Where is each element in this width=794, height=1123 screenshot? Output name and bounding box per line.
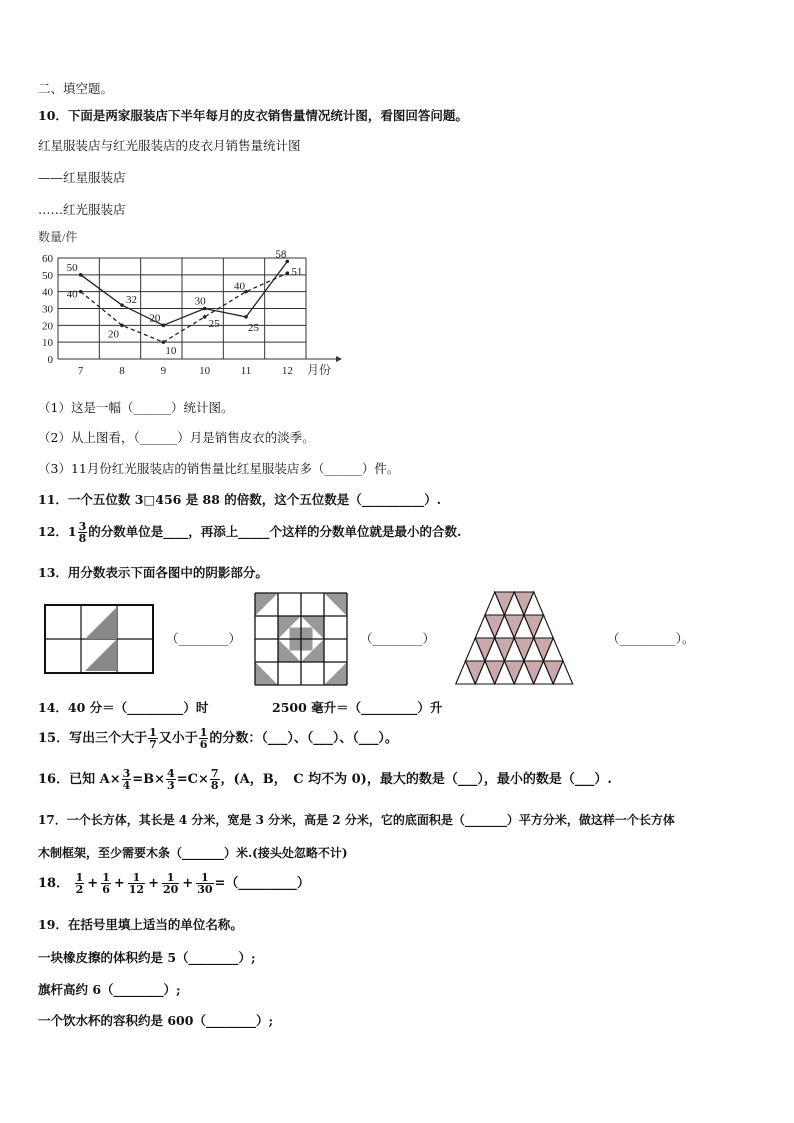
q18-frac-num: 1 bbox=[196, 872, 213, 884]
q15-frac1 bbox=[148, 727, 158, 750]
data-label: 25 bbox=[208, 317, 220, 330]
q16-m2: =C× bbox=[176, 772, 209, 787]
q12-frac-num: 3 bbox=[78, 520, 87, 533]
q18-fraction bbox=[101, 872, 111, 895]
data-point bbox=[120, 324, 124, 328]
chart-ticks bbox=[42, 253, 293, 377]
q18-plus: + bbox=[182, 876, 194, 891]
q18-expression bbox=[74, 871, 215, 896]
data-label: 20 bbox=[108, 328, 119, 341]
q15-f1n: 1 bbox=[149, 726, 157, 739]
data-point bbox=[120, 303, 124, 307]
data-label: 25 bbox=[248, 321, 259, 334]
q10-sub2: （2）从上图看，（______）月是销售皮衣的淡季。 bbox=[38, 430, 315, 445]
y-tick-label: 0 bbox=[47, 354, 53, 366]
y-tick-label: 10 bbox=[42, 337, 53, 350]
y-tick-label: 20 bbox=[42, 320, 53, 333]
q15-mid: 又小于 bbox=[158, 731, 198, 746]
q16-frac1 bbox=[122, 768, 132, 791]
q13-figure-rectangle bbox=[44, 604, 156, 676]
q13-figure-trapezoid bbox=[446, 590, 602, 686]
q16-f2n: 4 bbox=[167, 767, 175, 780]
chart-ylabel: 数量/件 bbox=[38, 230, 78, 244]
data-label: 40 bbox=[66, 288, 78, 301]
q16-f1d: 4 bbox=[122, 779, 131, 792]
q18-fraction bbox=[128, 872, 145, 895]
data-point bbox=[162, 324, 166, 328]
q15-f2n: 1 bbox=[199, 726, 208, 739]
q18-num: 18． bbox=[38, 876, 70, 891]
y-tick-label: 40 bbox=[42, 286, 53, 299]
q18-frac-num: 1 bbox=[75, 871, 84, 884]
legend-solid: ——红星服装店 bbox=[38, 170, 126, 185]
q18-eq: =（_________） bbox=[214, 876, 310, 891]
data-point bbox=[79, 273, 83, 277]
x-tick-label: 11 bbox=[240, 365, 252, 377]
section-title: 二、填空题。 bbox=[38, 81, 114, 96]
q18-plus: + bbox=[148, 876, 159, 891]
q18-frac-den: 30 bbox=[197, 883, 213, 896]
q11: 11．一个五位数 3□456 是 88 的倍数，这个五位数是（__________）. bbox=[38, 492, 442, 507]
data-point bbox=[244, 315, 248, 319]
q16-m1: =B× bbox=[132, 772, 166, 787]
x-tick-label: 7 bbox=[77, 365, 84, 377]
q16-f3n: 7 bbox=[210, 767, 219, 780]
shaded-region bbox=[255, 662, 278, 685]
q16-f2d: 3 bbox=[167, 779, 175, 792]
q14-a: 14．40 分＝（_________）时 bbox=[38, 700, 209, 715]
q19-b: 旗杆高约 6（________）; bbox=[38, 982, 181, 997]
q12-frac-den: 8 bbox=[78, 532, 87, 545]
x-axis-arrowhead bbox=[336, 356, 342, 362]
q12-whole: 1 bbox=[67, 524, 77, 539]
q18-frac-den: 12 bbox=[128, 883, 145, 896]
q18-frac-num: 1 bbox=[102, 871, 110, 884]
q19-stem: 19．在括号里填上适当的单位名称。 bbox=[38, 917, 243, 932]
q16-pre: 16．已知 A× bbox=[38, 772, 121, 787]
data-label: 40 bbox=[234, 280, 245, 293]
q10-stem: 10．下面是两家服装店下半年每月的皮衣销售量情况统计图，看图回答问题。 bbox=[38, 108, 468, 123]
data-label: 30 bbox=[194, 295, 206, 308]
q15-f1d: 7 bbox=[149, 738, 157, 751]
q17-line1: 17．一个长方体，其长是 4 分米，宽是 3 分米，高是 2 分米，它的底面积是（_______）平方分米，做这样一个长方体 bbox=[38, 813, 675, 827]
series-line-solid bbox=[81, 261, 288, 325]
q18-frac-den: 20 bbox=[162, 883, 179, 896]
q15-post: 的分数：（___）、（___）、（___）。 bbox=[209, 731, 398, 746]
x-tick-label: 9 bbox=[160, 365, 167, 377]
legend-dotted: ……红光服装店 bbox=[38, 202, 126, 217]
q12-num: 12． bbox=[38, 524, 68, 539]
line-chart bbox=[30, 228, 350, 380]
data-point bbox=[203, 315, 207, 319]
q18-frac-num: 1 bbox=[162, 872, 179, 884]
q18-plus: + bbox=[87, 876, 99, 891]
q13-figure-grid bbox=[253, 591, 351, 687]
q19-c: 一个饮水杯的容积约是 600（________）; bbox=[38, 1013, 274, 1028]
data-label: 32 bbox=[126, 294, 137, 307]
q13-blank2[interactable]: （________） bbox=[360, 631, 436, 646]
q15-pre: 15．写出三个大于 bbox=[38, 731, 148, 746]
q12 bbox=[38, 521, 461, 544]
q12-fraction bbox=[78, 521, 88, 544]
y-tick-label: 50 bbox=[42, 269, 53, 282]
chart-xlabel: 月份 bbox=[307, 363, 332, 377]
q18-fraction bbox=[75, 872, 85, 895]
q13-blank1[interactable]: （________） bbox=[166, 631, 242, 646]
data-label: 20 bbox=[149, 312, 161, 325]
chart-lines bbox=[67, 248, 303, 357]
q18-plus: + bbox=[113, 876, 125, 891]
data-point bbox=[79, 290, 83, 294]
data-label: 51 bbox=[291, 266, 303, 279]
x-tick-label: 10 bbox=[199, 365, 211, 377]
q18-frac-den: 2 bbox=[75, 883, 84, 896]
q18-fraction bbox=[162, 872, 179, 895]
q18 bbox=[38, 872, 310, 895]
y-tick-label: 30 bbox=[42, 303, 53, 316]
q10-sub1: （1）这是一幅（______）统计图。 bbox=[38, 400, 234, 415]
chart-title: 红星服装店与红光服装店的皮衣月销售量统计图 bbox=[38, 138, 301, 153]
q13-stem: 13．用分数表示下面各图中的阴影部分。 bbox=[38, 565, 268, 580]
q18-frac-den: 6 bbox=[102, 883, 110, 896]
q18-frac-num: 1 bbox=[128, 872, 145, 884]
data-point bbox=[286, 271, 290, 275]
y-tick-label: 60 bbox=[42, 253, 53, 265]
shaded-region bbox=[324, 593, 347, 616]
q15-f2d: 6 bbox=[199, 738, 208, 751]
data-label: 50 bbox=[66, 261, 78, 274]
data-label: 58 bbox=[275, 248, 287, 261]
q12-rest: 的分数单位是____，再添上_____个这样的分数单位就是最小的合数. bbox=[88, 524, 462, 539]
q15-frac2 bbox=[199, 727, 209, 750]
q14-b: 2500 毫升＝（_________）升 bbox=[272, 700, 443, 715]
q16-frac2 bbox=[166, 768, 176, 791]
data-point bbox=[162, 340, 166, 344]
data-label: 10 bbox=[165, 345, 177, 358]
x-tick-label: 8 bbox=[119, 365, 125, 377]
q16-f3d: 8 bbox=[210, 779, 219, 792]
q16-frac3 bbox=[210, 768, 220, 791]
q10-sub3: （3）11月份红光服装店的销售量比红星服装店多（______）件。 bbox=[38, 461, 400, 476]
q13-blank3[interactable]: （_________）。 bbox=[607, 631, 695, 646]
q19-a: 一块橡皮擦的体积约是 5（________）; bbox=[38, 950, 256, 965]
q16-post: ，(A，B， C 均不为 0)，最大的数是（___），最小的数是（___）. bbox=[220, 772, 612, 787]
q17-line2: 木制框架，至少需要木条（_______）米.(接头处忽略不计) bbox=[38, 846, 348, 860]
x-tick-label: 12 bbox=[281, 365, 293, 377]
shaded-region bbox=[324, 662, 347, 685]
q15 bbox=[38, 727, 398, 750]
q16 bbox=[38, 768, 612, 791]
shaded-region bbox=[255, 593, 278, 616]
q16-f1n: 3 bbox=[122, 767, 131, 780]
q18-fraction bbox=[196, 872, 213, 895]
